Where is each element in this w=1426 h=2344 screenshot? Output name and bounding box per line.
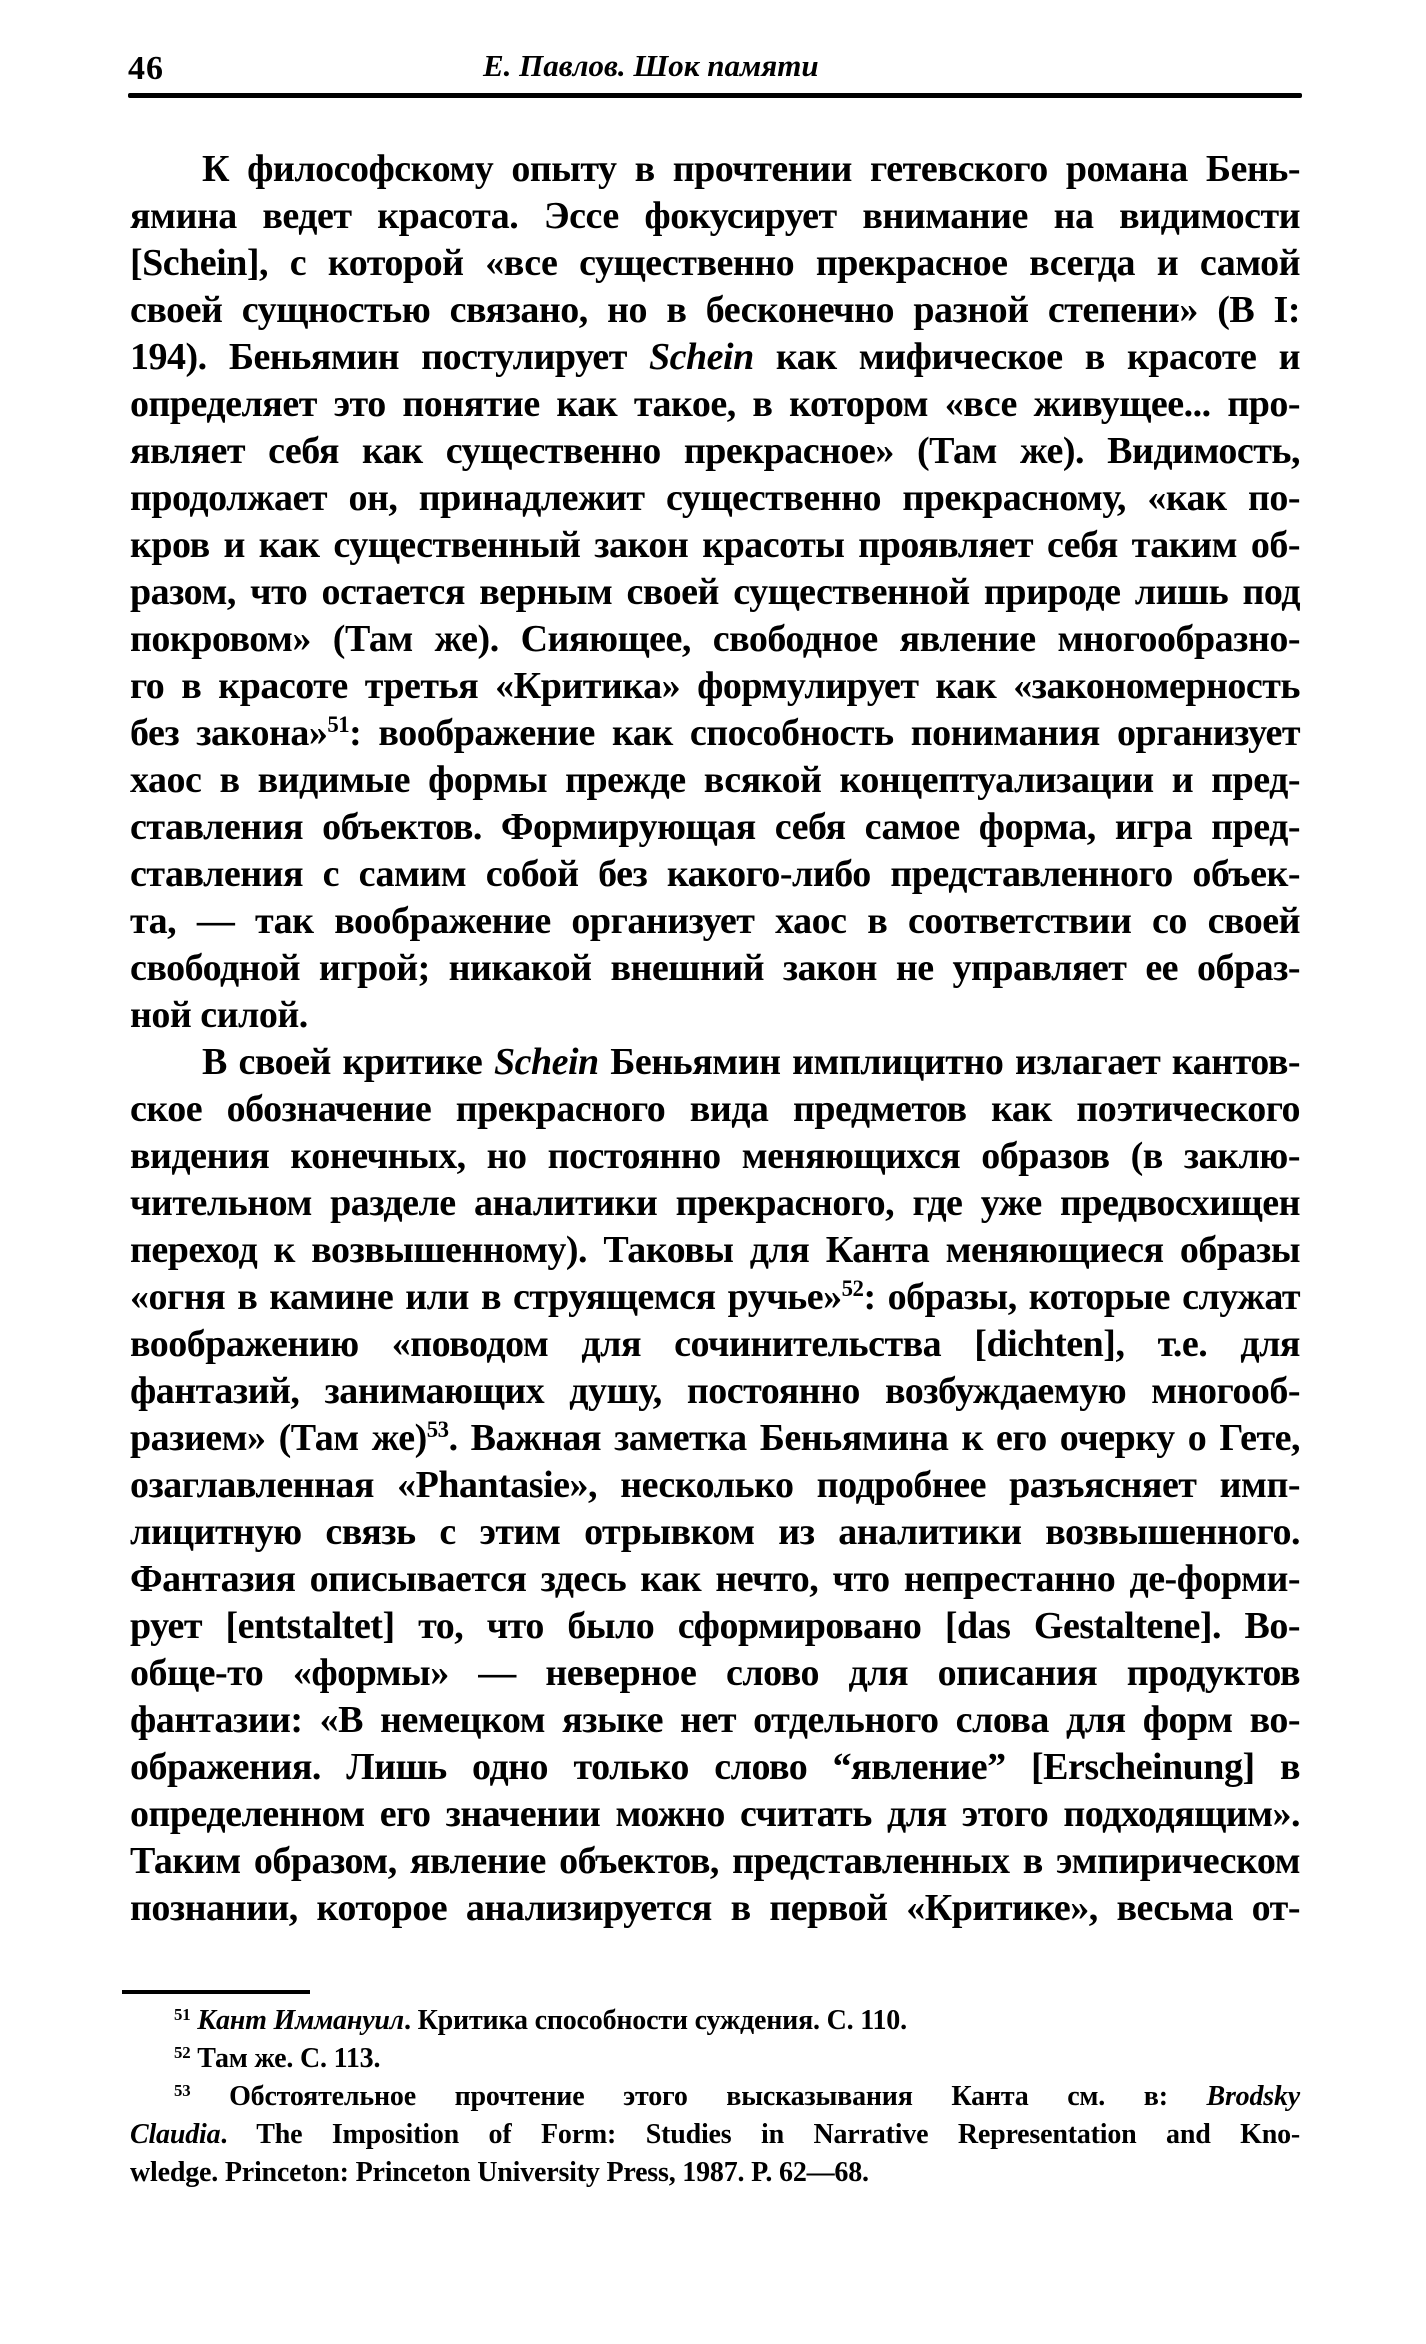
text-line — [130, 663, 1300, 710]
text-segment: ставления объектов. Формирующая себя самое форма, игра пред- — [130, 806, 1300, 848]
text-line — [130, 1039, 1300, 1086]
text-segment: Таким образом, явление объектов, представленных в эмпирическом — [130, 1840, 1300, 1882]
text-segment: фантазии: «В немецком языке нет отдельного слова для форм во- — [130, 1699, 1300, 1741]
text-segment: : воображение как способность понимания организует — [349, 712, 1300, 754]
text-segment: Brodsky — [1206, 2081, 1300, 2112]
body-text — [130, 146, 1300, 1932]
text-segment: та, — так воображение организует хаос в соответствии со своей — [130, 900, 1300, 942]
text-line — [130, 2078, 1300, 2116]
text-segment: без закона» — [130, 712, 328, 754]
text-line — [130, 2154, 1300, 2192]
text-line — [130, 1274, 1300, 1321]
text-segment: Schein — [493, 1041, 599, 1083]
footnote-ref: 52 — [841, 1276, 864, 1302]
text-segment: покровом» (Там же). Сияющее, свободное явление многообразно- — [130, 618, 1300, 660]
text-segment: хаос в видимые формы прежде всякой концептуализации и пред- — [130, 759, 1300, 801]
text-segment: ной силой. — [130, 994, 308, 1036]
text-line — [130, 804, 1300, 851]
text-line — [130, 475, 1300, 522]
text-segment: как мифическое в красоте и — [753, 336, 1300, 378]
text-segment: wledge. Princeton: Princeton University Press, 1987. P. 62—68. — [130, 2157, 869, 2188]
text-line — [130, 1180, 1300, 1227]
text-line — [130, 1838, 1300, 1885]
text-segment: [Schein], с которой «все существенно прекрасное всегда и самой — [130, 242, 1300, 284]
text-line — [130, 381, 1300, 428]
text-line — [130, 193, 1300, 240]
text-line — [130, 1697, 1300, 1744]
text-line — [130, 757, 1300, 804]
text-segment: разием» (Там же) — [130, 1417, 427, 1459]
text-line — [130, 1086, 1300, 1133]
text-line — [130, 2040, 1300, 2078]
text-segment: 194). Беньямин постулирует — [130, 336, 650, 378]
page-number: 46 — [128, 50, 164, 87]
text-segment: ставления с самим собой без какого-либо представленного объек- — [130, 853, 1300, 895]
text-line — [130, 569, 1300, 616]
text-segment: продолжает он, принадлежит существенно прекрасному, «как по- — [130, 477, 1300, 519]
text-line — [130, 1603, 1300, 1650]
text-line — [130, 1556, 1300, 1603]
text-segment: свободной игрой; никакой внешний закон не управляет ее образ- — [130, 947, 1300, 989]
text-segment: определенном его значении можно считать для этого подходящим». — [130, 1793, 1300, 1835]
text-segment: «огня в камине или в струящемся ручье» — [130, 1276, 842, 1318]
text-segment: ское обозначение прекрасного вида предметов как поэтического — [130, 1088, 1300, 1130]
text-line — [130, 1791, 1300, 1838]
footnote-ref: 53 — [174, 2080, 191, 2100]
text-segment: разом, что остается верным своей существенной природе лишь под — [130, 571, 1300, 613]
text-line — [130, 1509, 1300, 1556]
text-line — [130, 1227, 1300, 1274]
text-segment: своей сущностью связано, но в бесконечно разной степени» (B I: — [130, 289, 1300, 331]
text-line — [130, 851, 1300, 898]
text-line — [130, 240, 1300, 287]
text-line — [130, 1462, 1300, 1509]
text-segment: лицитную связь с этим отрывком из аналитики возвышенного. — [130, 1511, 1300, 1553]
text-line — [130, 2002, 1300, 2040]
text-line — [130, 1415, 1300, 1462]
text-segment: Беньямин имплицитно излагает кантов- — [598, 1041, 1300, 1083]
text-line — [130, 710, 1300, 757]
text-segment: чительном разделе аналитики прекрасного, где уже предвосхищен — [130, 1182, 1300, 1224]
text-line — [130, 1368, 1300, 1415]
header-rule — [128, 93, 1302, 98]
text-line — [130, 334, 1300, 381]
text-line — [130, 2116, 1300, 2154]
footnote-ref: 51 — [327, 712, 350, 738]
footnote-ref: 52 — [174, 2042, 191, 2062]
text-segment: Обстоятельное прочтение этого высказывания Канта см. в: — [190, 2081, 1207, 2112]
footnotes — [130, 2002, 1300, 2192]
text-segment: ямина ведет красота. Эссе фокусирует внимание на видимости — [130, 195, 1300, 237]
text-segment: переход к возвышенному). Таковы для Канта меняющиеся образы — [130, 1229, 1300, 1271]
text-segment: . Критика способности суждения. С. 110. — [403, 2005, 907, 2036]
text-segment: рует [entstaltet] то, что было сформировано [das Gestaltene]. Во- — [130, 1605, 1300, 1647]
text-line — [130, 898, 1300, 945]
text-segment: . Важная заметка Беньямина к его очерку о Гете, — [448, 1417, 1300, 1459]
text-segment: : образы, которые служат — [863, 1276, 1301, 1318]
text-line — [130, 1321, 1300, 1368]
text-segment: Schein — [649, 336, 754, 378]
text-segment: видения конечных, но постоянно меняющихся образов (в заклю- — [130, 1135, 1300, 1177]
text-segment: Кант Иммануил — [197, 2005, 404, 2036]
text-segment: воображению «поводом для сочинительства [dichten], т.е. для — [130, 1323, 1300, 1365]
text-segment: озаглавленная «Phantasie», несколько подробнее разъясняет имп- — [130, 1464, 1300, 1506]
text-line — [130, 522, 1300, 569]
text-segment: Там же. С. 113. — [190, 2043, 381, 2074]
footnote-ref: 53 — [426, 1417, 449, 1443]
text-line — [130, 1133, 1300, 1180]
text-segment: обще-то «формы» — неверное слово для описания продуктов — [130, 1652, 1300, 1694]
text-segment: го в красоте третья «Критика» формулирует как «закономерность — [130, 665, 1300, 707]
text-segment: являет себя как существенно прекрасное» (Там же). Видимость, — [130, 430, 1300, 472]
text-line — [130, 1744, 1300, 1791]
text-segment: К философскому опыту в прочтении гетевского романа Бень- — [202, 148, 1300, 190]
text-segment: . The Imposition of Form: Studies in Narrative Representation and Kno- — [220, 2119, 1300, 2150]
text-segment: Фантазия описывается здесь как нечто, что непрестанно де-форми- — [130, 1558, 1300, 1600]
text-line — [130, 146, 1300, 193]
text-segment: Claudia — [130, 2119, 221, 2150]
text-segment: фантазий, занимающих душу, постоянно возбуждаемую многооб- — [130, 1370, 1300, 1412]
footnote-ref: 51 — [174, 2004, 191, 2024]
text-line — [130, 1885, 1300, 1932]
text-line — [130, 945, 1300, 992]
running-title: Е. Павлов. Шок памяти — [483, 48, 819, 83]
text-segment: познании, которое анализируется в первой «Критике», весьма от- — [130, 1887, 1300, 1929]
text-segment: кров и как существенный закон красоты проявляет себя таким об- — [130, 524, 1300, 566]
text-line — [130, 287, 1300, 334]
text-segment: В своей критике — [202, 1041, 494, 1083]
text-line — [130, 992, 1300, 1039]
footnote-separator — [122, 1990, 310, 1994]
text-line — [130, 428, 1300, 475]
text-line — [130, 616, 1300, 663]
text-line — [130, 1650, 1300, 1697]
text-segment: определяет это понятие как такое, в котором «все живущее... про- — [130, 383, 1300, 425]
text-segment: ображения. Лишь одно только слово “явление” [Erscheinung] в — [130, 1746, 1300, 1788]
